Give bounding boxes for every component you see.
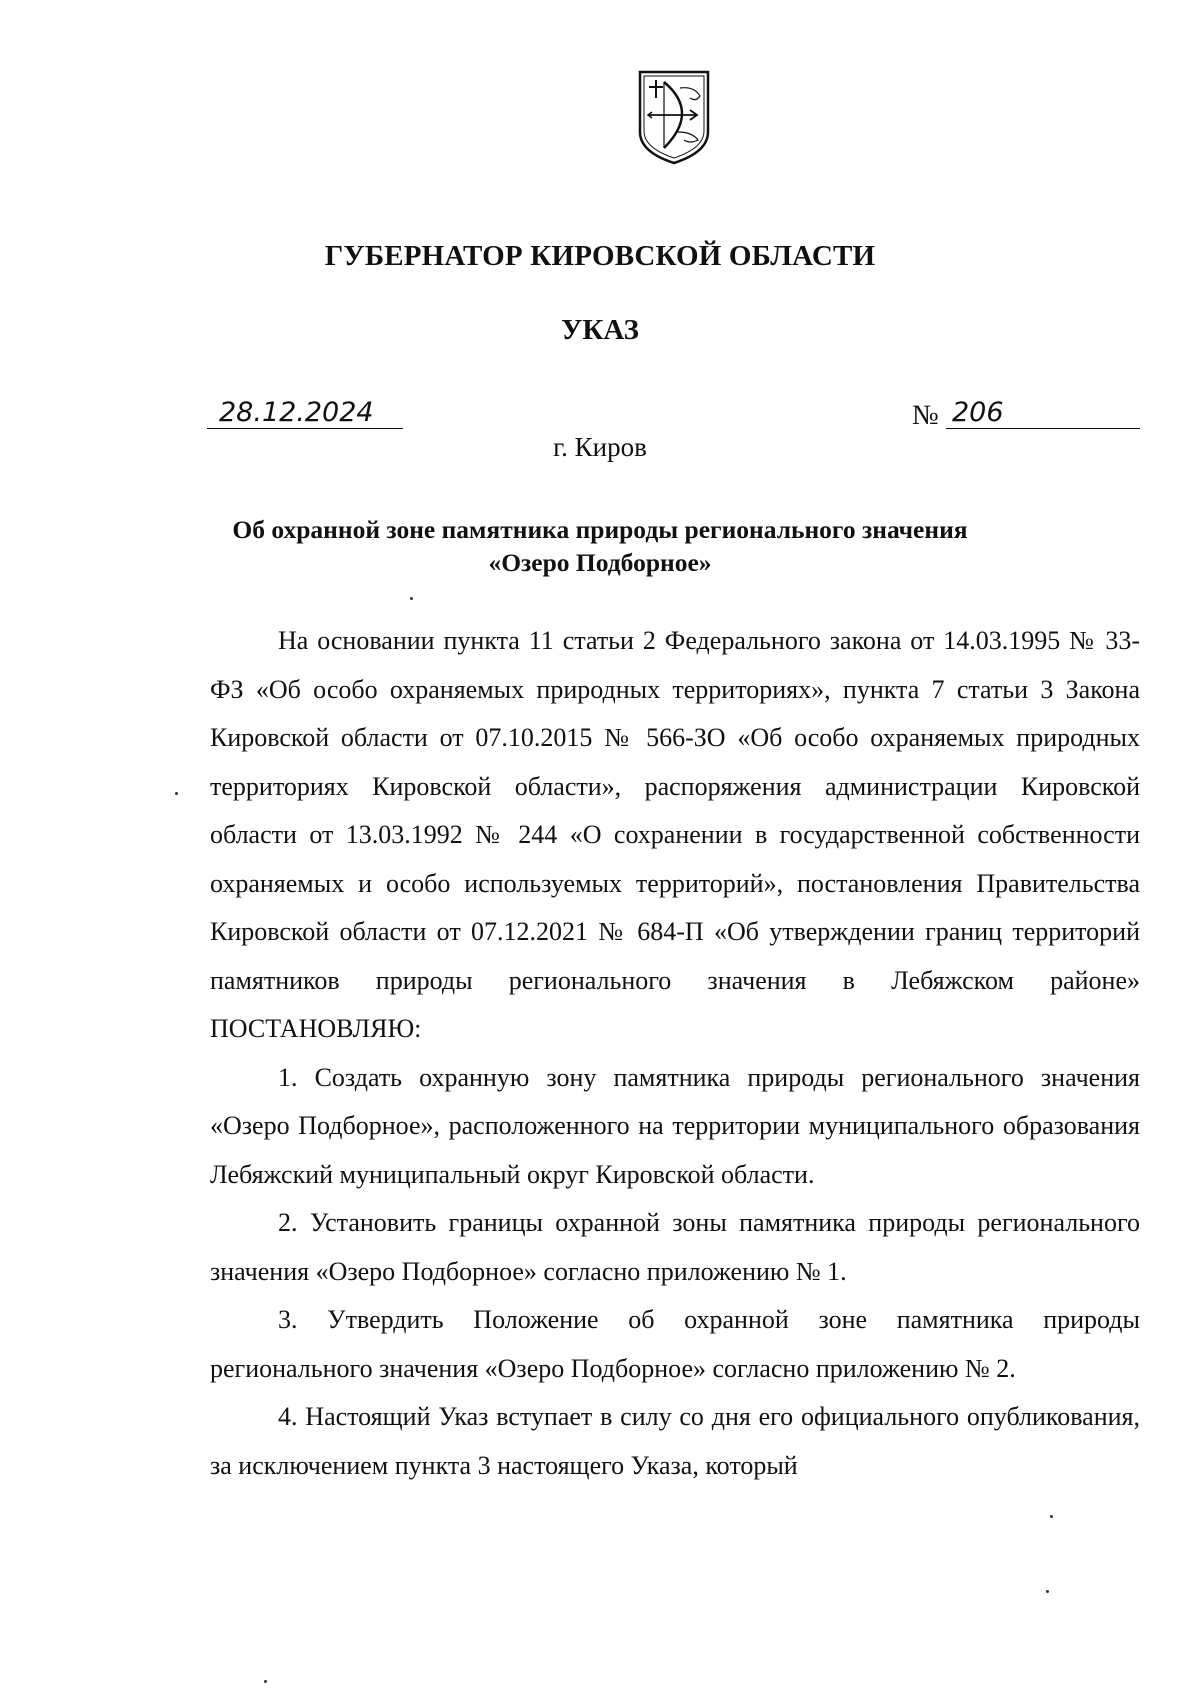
kirov-coat-of-arms-icon [634, 68, 714, 166]
scan-speck [264, 1680, 267, 1683]
subject-line-1: Об охранной зоне памятника природы регионального значения [232, 515, 968, 544]
document-subject [0, 513, 1200, 579]
clause-4: 4. Настоящий Указ вступает в силу со дня его официального опубликования, за исключением пункта 3 настоящего Указа, который [210, 1402, 1140, 1480]
document-number-label: № [912, 400, 939, 431]
document-body [210, 617, 1140, 1490]
clause-3: 3. Утвердить Положение об охранной зоне памятника природы регионального значения «Озеро Подборное» согласно приложению № 2. [210, 1305, 1140, 1383]
document-number: 206 [946, 398, 1140, 429]
scan-speck [1046, 1590, 1049, 1593]
scan-speck [410, 597, 413, 600]
clause-1: 1. Создать охранную зону памятника природы регионального значения «Озеро Подборное», расположенного на территории муниципального образования Лебяжский муниципальный округ Кировской области. [210, 1062, 1140, 1189]
issue-city: г. Киров [553, 432, 647, 462]
issuing-authority: ГУБЕРНАТОР КИРОВСКОЙ ОБЛАСТИ [324, 240, 876, 272]
scan-speck [1050, 1515, 1053, 1518]
subject-line-2: «Озеро Подборное» [488, 548, 712, 577]
document-date: 28.12.2024 [207, 398, 403, 429]
document-type: УКАЗ [561, 314, 639, 346]
preamble-paragraph: На основании пункта 11 статьи 2 Федерального закона от 14.03.1995 № 33-ФЗ «Об особо охраняемых природных территориях», пункта 7 статьи 3 Закона Кировской области от 07.10.2015 № 566-ЗО «Об особо охраняемых природных территориях Кировской области», распоряжения администрации Кировской области от 13.03.1992 № 244 «О сохранении в государственной собственности охраняемых и особо используемых территорий», постановления Правительства Кировской области от 07.12.2021 № 684-П «Об утверждении границ территорий памятников природы регионального значения в Лебяжском районе» ПОСТАНОВЛЯЮ: [210, 626, 1140, 1043]
clause-2: 2. Установить границы охранной зоны памятника природы регионального значения «Озеро Подборное» согласно приложению № 1. [210, 1208, 1140, 1286]
scan-speck [175, 792, 178, 795]
